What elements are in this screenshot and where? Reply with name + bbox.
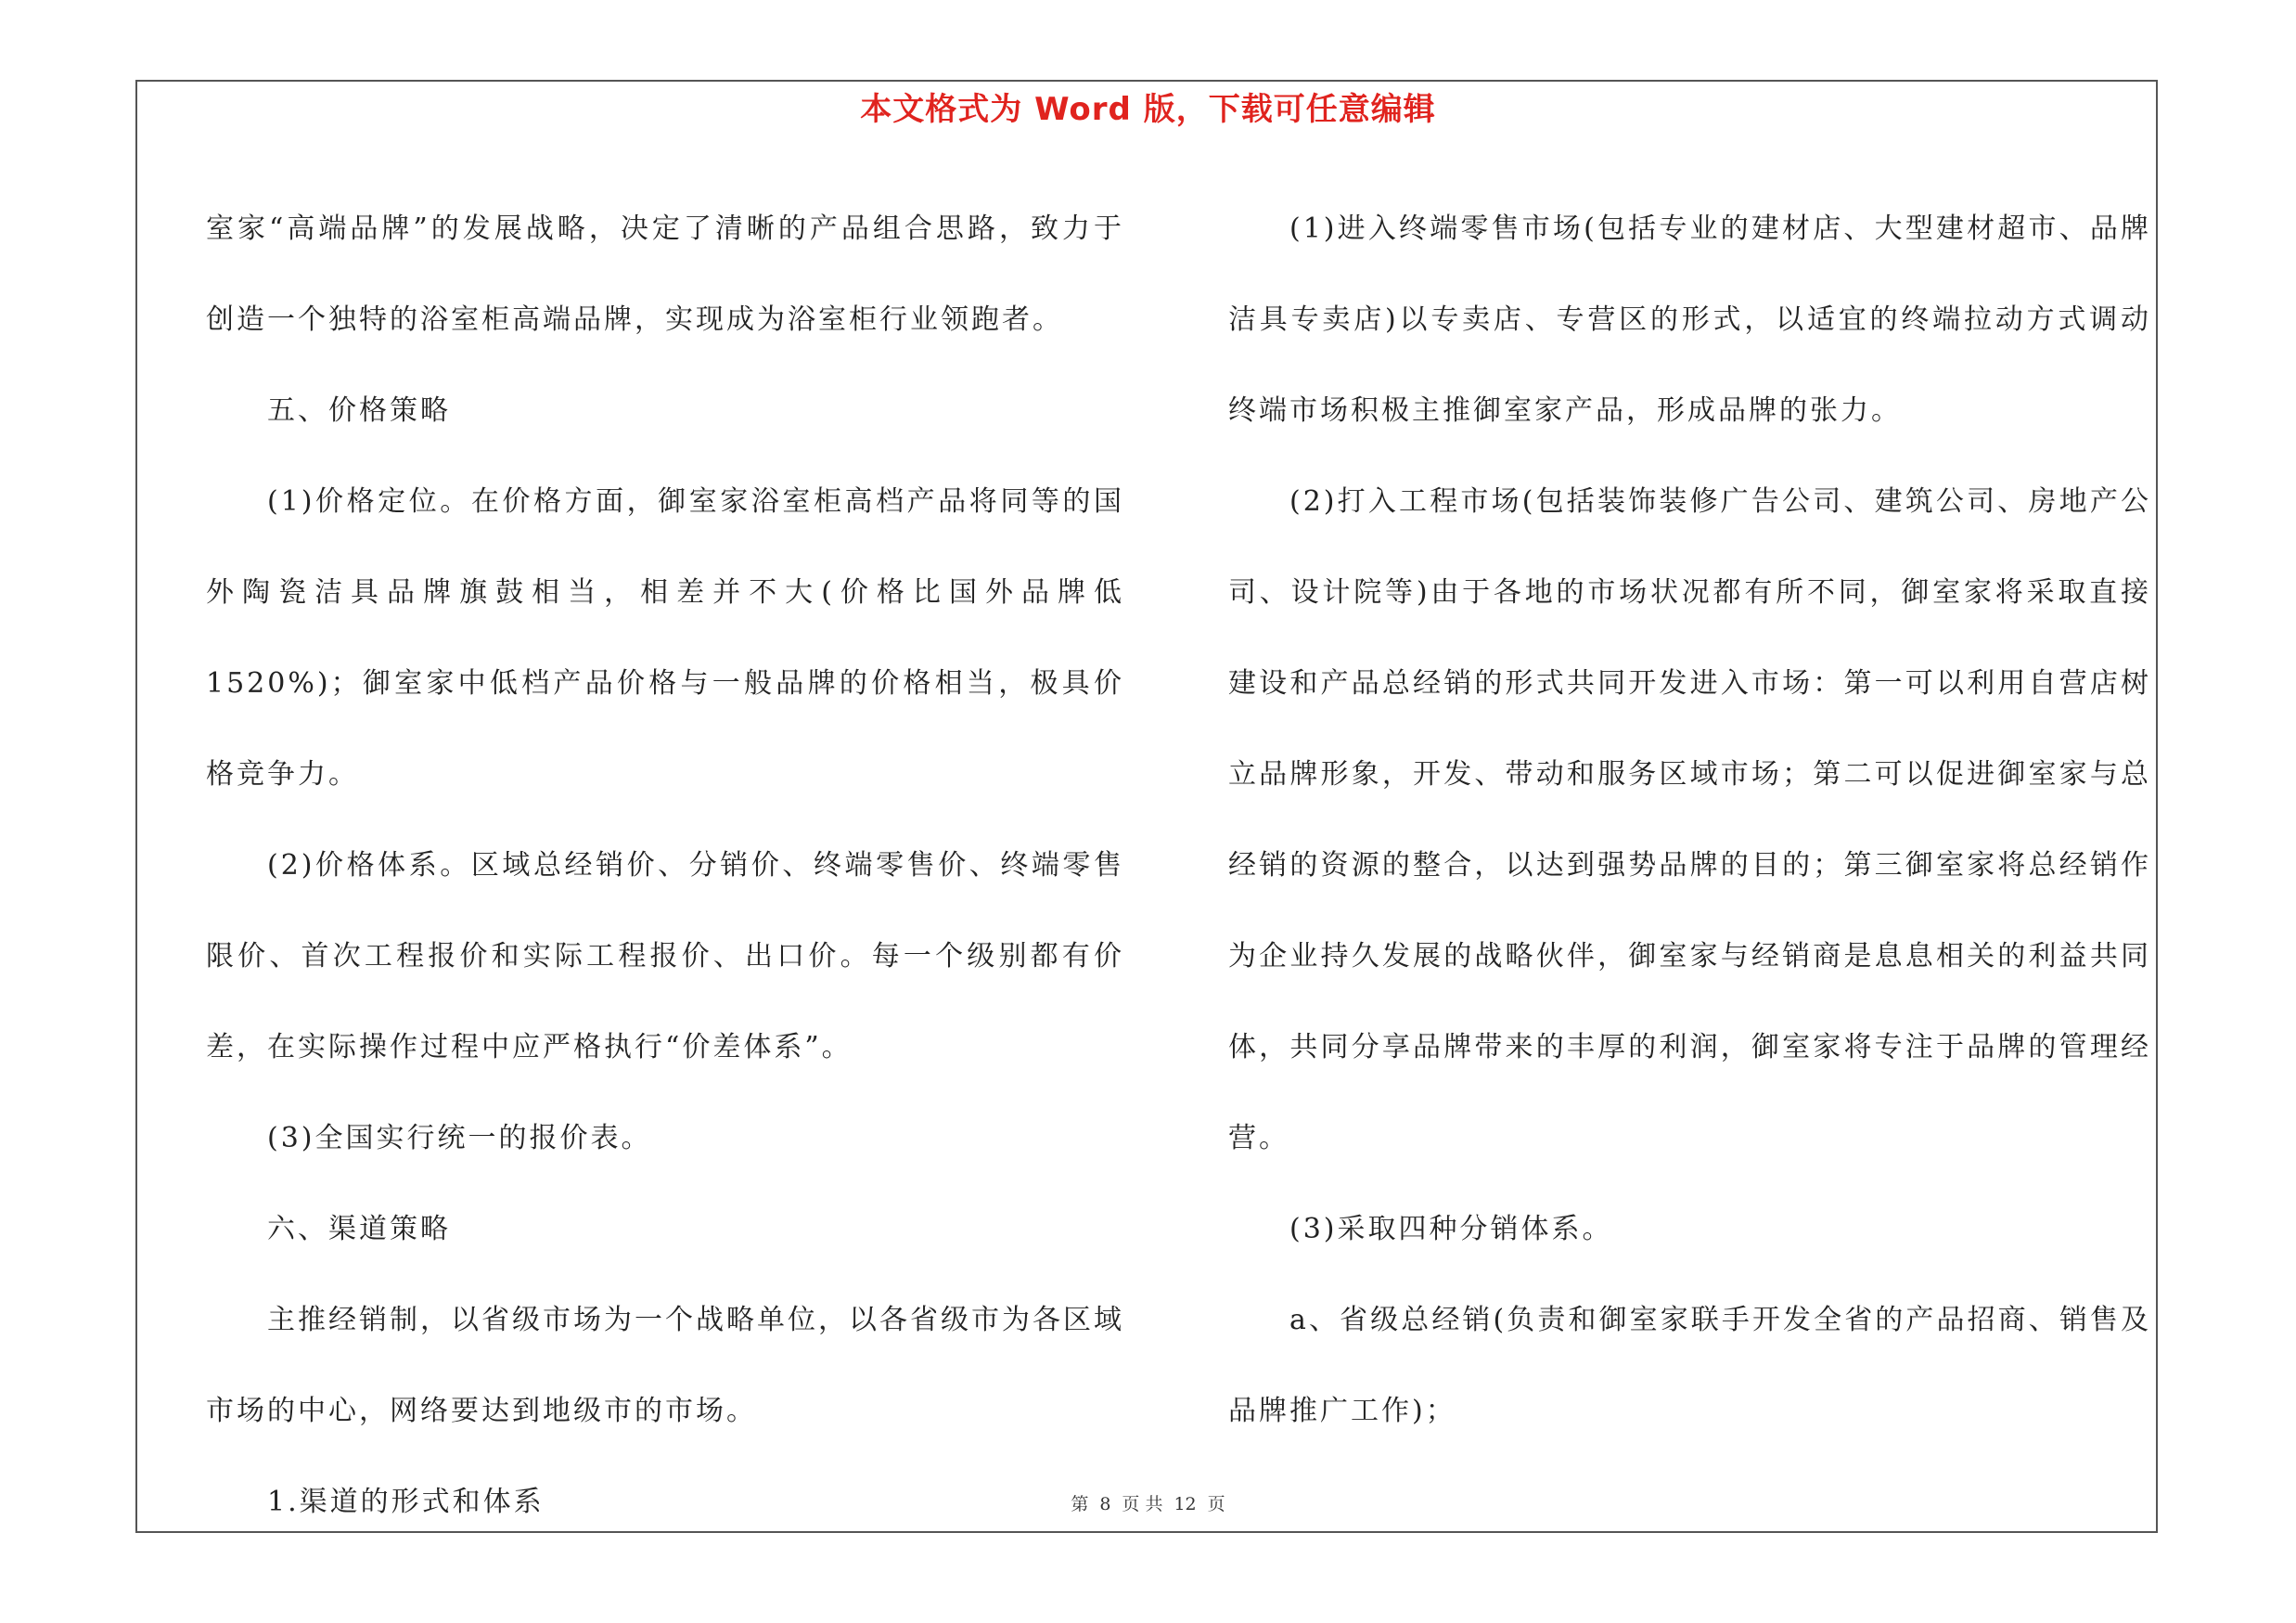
left-column [206,184,1124,1548]
footer-suffix: 页 [1207,1494,1225,1514]
format-banner: 本文格式为 Word 版，下载可任意编辑 [860,91,1436,128]
paragraph: (1)价格定位。在价格方面，御室家浴室柜高档产品将同等的国外陶瓷洁具品牌旗鼓相当，相差并不大(价格比国外品牌低 1520%)；御室家中低档产品价格与一般品牌的价格相当，极具价格竞争力。 [206,485,1124,791]
footer-prefix: 第 [1071,1494,1089,1514]
right-column [1228,184,2151,1457]
total-pages: 12 [1174,1494,1197,1514]
paragraph: a、省级总经销(负责和御室家联手开发全省的产品招商、销售及品牌推广工作)； [1228,1304,2151,1427]
paragraph: (3)全国实行统一的报价表。 [267,1122,652,1154]
current-page: 8 [1099,1494,1111,1514]
section-heading-pricing: 五、价格策略 [267,394,451,427]
subsection-heading: 1.渠道的形式和体系 [267,1486,545,1518]
paragraph: (3)采取四种分销体系。 [1289,1213,1613,1245]
footer-middle: 页 共 [1122,1494,1163,1514]
page-number-footer [0,1492,2296,1516]
section-heading-channel: 六、渠道策略 [267,1213,451,1245]
paragraph: (1)进入终端零售市场(包括专业的建材店、大型建材超市、品牌洁具专卖店)以专卖店、专营区的形式，以适宜的终端拉动方式调动终端市场积极主推御室家产品，形成品牌的张力。 [1228,213,2151,427]
paragraph: (2)价格体系。区域总经销价、分销价、终端零售价、终端零售限价、首次工程报价和实际工程报价、出口价。每一个级别都有价差，在实际操作过程中应严格执行“价差体系”。 [206,849,1124,1063]
paragraph: (2)打入工程市场(包括装饰装修广告公司、建筑公司、房地产公司、设计院等)由于各地的市场状况都有所不同，御室家将采取直接建设和产品总经销的形式共同开发进入市场：第一可以利用自营店树立品牌形象，开发、带动和服务区域市场；第二可以促进御室家与总经销的资源的整合，以达到强势品牌的目的；第三御室家将总经销作为企业持久发展的战略伙伴，御室家与经销商是息息相关的利益共同体，共同分享品牌带来的丰厚的利润，御室家将专注于品牌的管理经营。 [1228,485,2151,1154]
paragraph: 主推经销制，以省级市场为一个战略单位，以各省级市为各区域市场的中心，网络要达到地级市的市场。 [206,1304,1124,1427]
paragraph: 室家“高端品牌”的发展战略，决定了清晰的产品组合思路，致力于创造一个独特的浴室柜高端品牌，实现成为浴室柜行业领跑者。 [206,213,1124,336]
